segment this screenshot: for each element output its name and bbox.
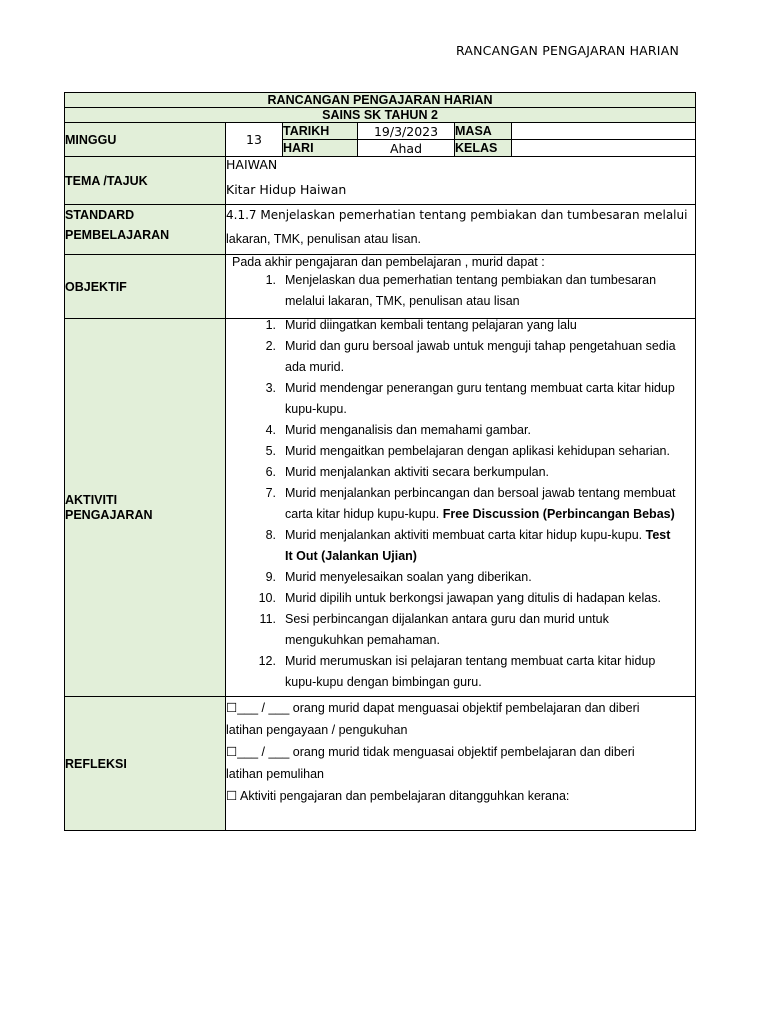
objektif-label: OBJEKTIF xyxy=(65,255,226,319)
list-item xyxy=(232,588,695,609)
item-text: Murid diingatkan kembali tentang pelajaran yang lalu xyxy=(285,318,577,332)
list-item xyxy=(232,378,695,420)
refleksi-line-1: ☐___ / ___ orang murid dapat menguasai objektif pembelajaran dan diberi xyxy=(226,701,640,715)
kelas-value xyxy=(512,140,696,157)
title-row-2 xyxy=(65,108,696,123)
hari-value: Ahad xyxy=(358,140,455,157)
item-text: Murid dipilih untuk berkongsi jawapan yang ditulis di hadapan kelas. xyxy=(285,591,661,605)
item-num: 10. xyxy=(258,591,276,605)
objektif-row xyxy=(65,255,696,319)
standard-label-2: PEMBELAJARAN xyxy=(65,228,170,242)
tema-title: HAIWAN xyxy=(226,157,278,172)
item-text-cont: ada murid. xyxy=(285,360,345,374)
objektif-intro: Pada akhir pengajaran dan pembelajaran , murid dapat : xyxy=(232,255,545,269)
objektif-text-2: melalui lakaran, TMK, penulisan atau lisan xyxy=(285,294,520,308)
tarikh-label: TARIKH xyxy=(283,123,358,140)
item-text-cont: kupu-kupu dengan bimbingan guru. xyxy=(285,675,482,689)
list-item xyxy=(232,420,695,441)
list-item xyxy=(232,525,695,567)
list-item xyxy=(232,609,695,651)
standard-label-1: STANDARD xyxy=(65,208,135,222)
aktiviti-label-1: AKTIVITI xyxy=(65,492,118,507)
page-header: RANCANGAN PENGAJARAN HARIAN xyxy=(456,43,679,58)
table-subtitle: SAINS SK TAHUN 2 xyxy=(65,108,696,123)
item-num: 1. xyxy=(265,318,276,332)
item-text: Sesi perbincangan dijalankan antara guru dan murid untuk xyxy=(285,612,609,626)
list-item xyxy=(232,567,695,588)
list-item xyxy=(232,315,695,336)
item-text: Murid merumuskan isi pelajaran tentang membuat carta kitar hidup xyxy=(285,654,656,668)
minggu-value: 13 xyxy=(226,123,283,157)
standard-text-1: 4.1.7 Menjelaskan pemerhatian tentang pembiakan dan tumbesaran melalui xyxy=(226,208,688,222)
list-item xyxy=(232,336,695,378)
objektif-text-1: Menjelaskan dua pemerhatian tentang pembiakan dan tumbesaran xyxy=(285,273,657,287)
item-text: Murid menjalankan aktiviti secara berkumpulan. xyxy=(285,465,550,479)
lesson-plan-table xyxy=(64,92,696,831)
item-text: Murid menganalisis dan memahami gambar. xyxy=(285,423,531,437)
item-text: Murid dan guru bersoal jawab untuk menguji tahap pengetahuan sedia xyxy=(285,339,676,353)
standard-row xyxy=(65,205,696,255)
hari-label: HARI xyxy=(283,140,358,157)
item-bold-text-cont: It Out (Jalankan Ujian) xyxy=(285,549,417,563)
refleksi-line-4: latihan pemulihan xyxy=(226,767,324,781)
item-text-cont: carta kitar hidup kupu-kupu. xyxy=(285,507,440,521)
table-title: RANCANGAN PENGAJARAN HARIAN xyxy=(65,93,696,108)
list-item xyxy=(232,483,695,525)
item-text: Murid mendengar penerangan guru tentang membuat carta kitar hidup xyxy=(285,381,675,395)
item-num: 4. xyxy=(265,423,276,437)
objektif-num: 1. xyxy=(265,273,276,287)
item-num: 11. xyxy=(259,612,276,626)
masa-label: MASA xyxy=(455,123,512,140)
list-item xyxy=(232,462,695,483)
item-num: 3. xyxy=(265,381,276,395)
refleksi-line-5: ☐ Aktiviti pengajaran dan pembelajaran ditangguhkan kerana: xyxy=(226,789,570,803)
item-bold-text: Test xyxy=(645,528,671,542)
item-text-cont: kupu-kupu. xyxy=(285,402,347,416)
title-row-1 xyxy=(65,93,696,108)
item-text-cont: mengukuhkan pemahaman. xyxy=(285,633,440,647)
item-num: 6. xyxy=(265,465,276,479)
item-num: 7. xyxy=(265,486,276,500)
info-row-1 xyxy=(65,123,696,140)
item-text: Murid menyelesaikan soalan yang diberikan. xyxy=(285,570,532,584)
item-text: Murid menjalankan perbincangan dan bersoal jawab tentang membuat xyxy=(285,486,676,500)
list-item xyxy=(232,651,695,693)
item-num: 12. xyxy=(258,654,276,668)
standard-text-2: lakaran, TMK, penulisan atau lisan. xyxy=(226,232,422,246)
refleksi-line-2: latihan pengayaan / pengukuhan xyxy=(226,723,408,737)
refleksi-label: REFLEKSI xyxy=(65,697,226,831)
tema-label: TEMA /TAJUK xyxy=(65,157,226,205)
objektif-list xyxy=(232,270,695,312)
masa-value xyxy=(512,123,696,140)
item-num: 2. xyxy=(265,339,276,353)
tarikh-value: 19/3/2023 xyxy=(358,123,455,140)
minggu-label: MINGGU xyxy=(65,123,226,157)
item-num: 5. xyxy=(265,444,276,458)
tema-row xyxy=(65,157,696,205)
item-num: 8. xyxy=(265,528,276,542)
aktiviti-list xyxy=(232,315,695,693)
aktiviti-row xyxy=(65,319,696,697)
list-item xyxy=(232,270,695,312)
tema-subtitle: Kitar Hidup Haiwan xyxy=(226,182,347,197)
refleksi-line-3: ☐___ / ___ orang murid tidak menguasai objektif pembelajaran dan diberi xyxy=(226,745,635,759)
refleksi-row xyxy=(65,697,696,831)
list-item xyxy=(232,441,695,462)
item-bold-text: Free Discussion (Perbincangan Bebas) xyxy=(442,507,675,521)
item-text: Murid menjalankan aktiviti membuat carta kitar hidup kupu-kupu. xyxy=(285,528,643,542)
item-num: 9. xyxy=(265,570,276,584)
kelas-label: KELAS xyxy=(455,140,512,157)
item-text: Murid mengaitkan pembelajaran dengan aplikasi kehidupan seharian. xyxy=(285,444,670,458)
aktiviti-label-2: PENGAJARAN xyxy=(65,507,153,522)
